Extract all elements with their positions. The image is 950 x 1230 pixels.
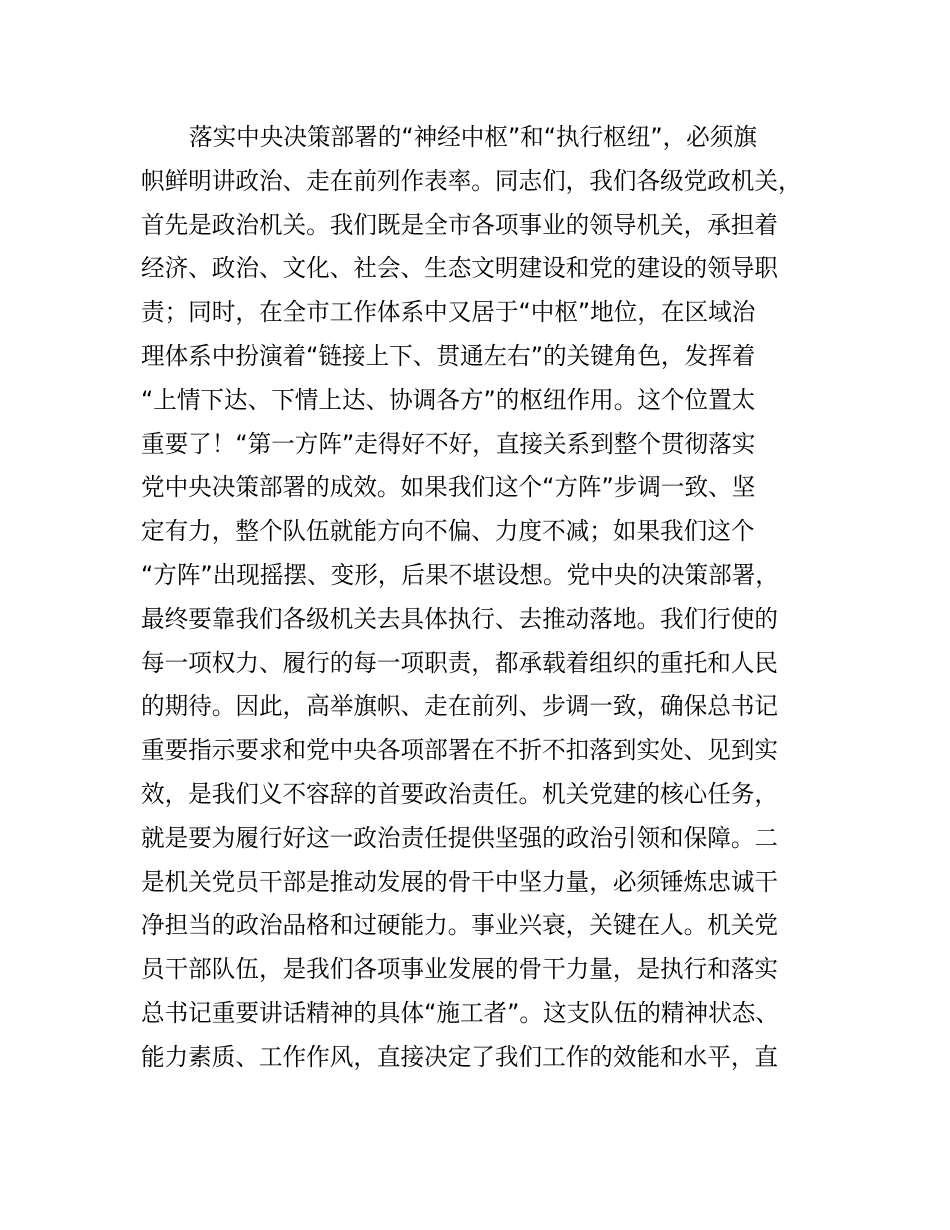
text-line-17: 就是要为履行好这一政治责任提供坚强的政治引领和保障。二: [141, 823, 779, 852]
text-line-5: 责；同时，在全市工作体系中又居于“中枢”地位，在区域治: [141, 298, 756, 327]
body-paragraph: [141, 116, 841, 1080]
text-line-12: 最终要靠我们各级机关去具体执行、去推动落地。我们行使的: [141, 604, 779, 633]
text-line-4: 经济、政治、文化、社会、生态文明建设和党的建设的领导职: [141, 254, 779, 283]
text-line-1: 落实中央决策部署的“神经中枢”和“执行枢纽”，必须旗: [189, 123, 757, 151]
text-line-11: “方阵”出现摇摆、变形，后果不堪设想。党中央的决策部署，: [141, 560, 779, 589]
text-line-13: 每一项权力、履行的每一项职责，都承载着组织的重托和人民: [141, 648, 779, 677]
text-line-15: 重要指示要求和党中央各项部署在不折不扣落到实处、见到实: [141, 736, 779, 765]
text-line-7: “上情下达、下情上达、协调各方”的枢纽作用。这个位置太: [141, 385, 756, 414]
text-line-3: 首先是政治机关。我们既是全市各项事业的领导机关，承担着: [141, 210, 779, 239]
text-line-22: 能力素质、工作作风，直接决定了我们工作的效能和水平，直: [141, 1042, 779, 1071]
text-line-18: 是机关党员干部是推动发展的骨干中坚力量，必须锤炼忠诚干: [141, 867, 779, 896]
text-line-21: 总书记重要讲话精神的具体“施工者”。这支队伍的精神状态、: [141, 998, 779, 1027]
text-line-8: 重要了！“第一方阵”走得好不好，直接关系到整个贯彻落实: [141, 429, 756, 458]
text-line-14: 的期待。因此，高举旗帜、走在前列、步调一致，确保总书记: [141, 692, 779, 721]
text-line-19: 净担当的政治品格和过硬能力。事业兴衰，关键在人。机关党: [141, 911, 779, 940]
text-line-20: 员干部队伍，是我们各项事业发展的骨干力量，是执行和落实: [141, 955, 779, 984]
text-line-6: 理体系中扮演着“链接上下、贯通左右”的关键角色，发挥着: [141, 341, 756, 370]
text-line-10: 定有力，整个队伍就能方向不偏、力度不减；如果我们这个: [141, 517, 755, 546]
text-line-2: 帜鲜明讲政治、走在前列作表率。同志们，我们各级党政机关，: [141, 166, 802, 195]
text-line-9: 党中央决策部署的成效。如果我们这个“方阵”步调一致、坚: [141, 473, 756, 502]
text-line-16: 效，是我们义不容辞的首要政治责任。机关党建的核心任务，: [141, 779, 779, 808]
